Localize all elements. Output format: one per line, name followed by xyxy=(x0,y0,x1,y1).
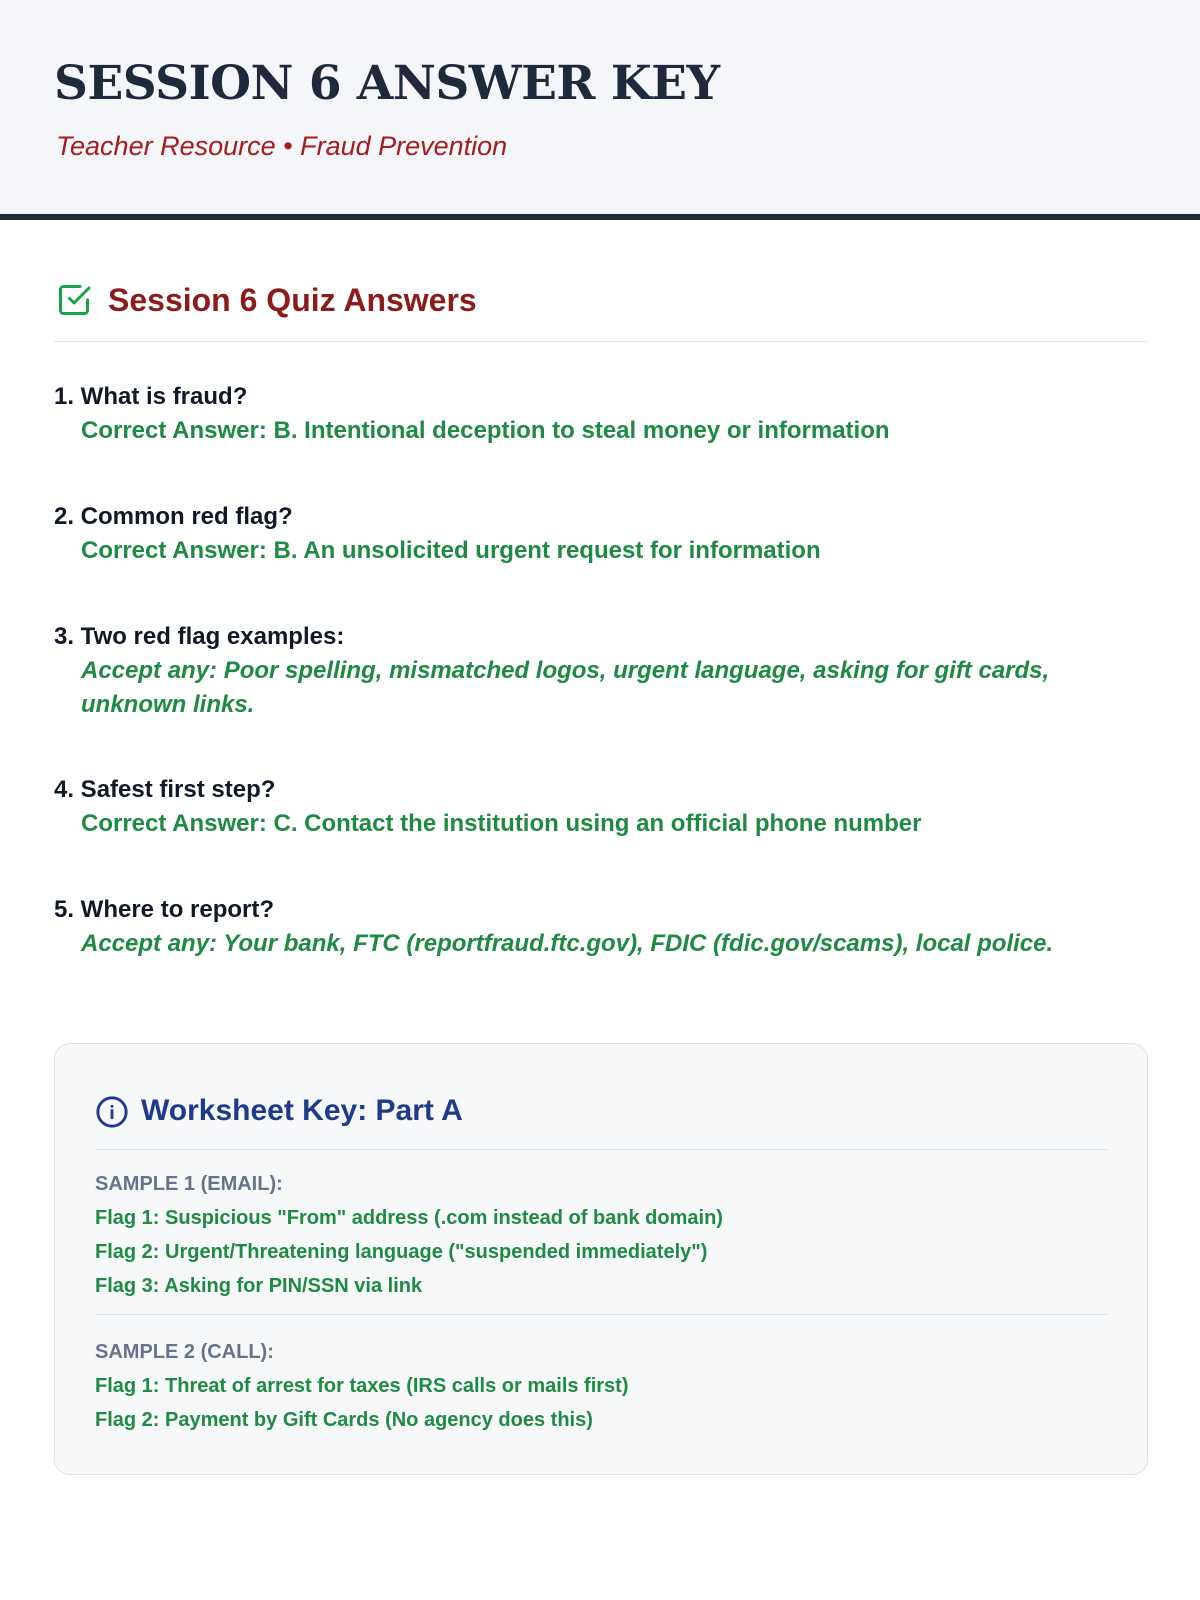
worksheet-key-card xyxy=(54,1043,1148,1475)
quiz-item xyxy=(54,773,1114,841)
info-circle-icon xyxy=(95,1095,129,1129)
quiz-answer: Correct Answer: B. Intentional deception to steal money or information xyxy=(81,417,890,444)
quiz-item xyxy=(54,893,1114,961)
quiz-question: 4. Safest first step? xyxy=(54,776,276,803)
check-square-icon xyxy=(56,282,92,318)
quiz-section-heading xyxy=(54,280,1148,342)
quiz-item xyxy=(54,380,1114,448)
quiz-section-title: Session 6 Quiz Answers xyxy=(108,282,477,318)
quiz-answer: Correct Answer: C. Contact the institution using an official phone number xyxy=(81,810,922,837)
quiz-item xyxy=(54,620,1114,722)
quiz-question: 1. What is fraud? xyxy=(54,383,248,410)
worksheet-sample xyxy=(95,1335,1107,1437)
flag-item: Flag 2: Payment by Gift Cards (No agency does this) xyxy=(95,1409,593,1431)
flag-item: Flag 2: Urgent/Threatening language ("suspended immediately") xyxy=(95,1241,708,1263)
quiz-question: 3. Two red flag examples: xyxy=(54,623,345,650)
quiz-question: 2. Common red flag? xyxy=(54,503,293,530)
quiz-item xyxy=(54,500,1114,568)
quiz-answer: Accept any: Your bank, FTC (reportfraud.ftc.gov), FDIC (fdic.gov/scams), local police. xyxy=(81,930,1054,957)
worksheet-title: Worksheet Key: Part A xyxy=(141,1094,463,1127)
worksheet-heading xyxy=(95,1090,1107,1150)
sample-label: SAMPLE 1 (EMAIL): xyxy=(95,1173,283,1195)
flag-item: Flag 1: Suspicious "From" address (.com instead of bank domain) xyxy=(95,1207,723,1229)
flag-item: Flag 3: Asking for PIN/SSN via link xyxy=(95,1275,423,1297)
flag-item: Flag 1: Threat of arrest for taxes (IRS calls or mails first) xyxy=(95,1375,629,1397)
sample-label: SAMPLE 2 (CALL): xyxy=(95,1341,274,1363)
page-header xyxy=(0,0,1200,220)
page-title: SESSION 6 ANSWER KEY xyxy=(54,56,720,111)
worksheet-divider xyxy=(95,1314,1107,1315)
quiz-question: 5. Where to report? xyxy=(54,896,275,923)
page-subtitle: Teacher Resource • Fraud Prevention xyxy=(56,131,508,161)
quiz-answer: Accept any: Poor spelling, mismatched logos, urgent language, asking for gift cards, unknown links. xyxy=(81,657,1050,718)
worksheet-sample xyxy=(95,1167,1107,1303)
quiz-answer: Correct Answer: B. An unsolicited urgent request for information xyxy=(81,537,821,564)
